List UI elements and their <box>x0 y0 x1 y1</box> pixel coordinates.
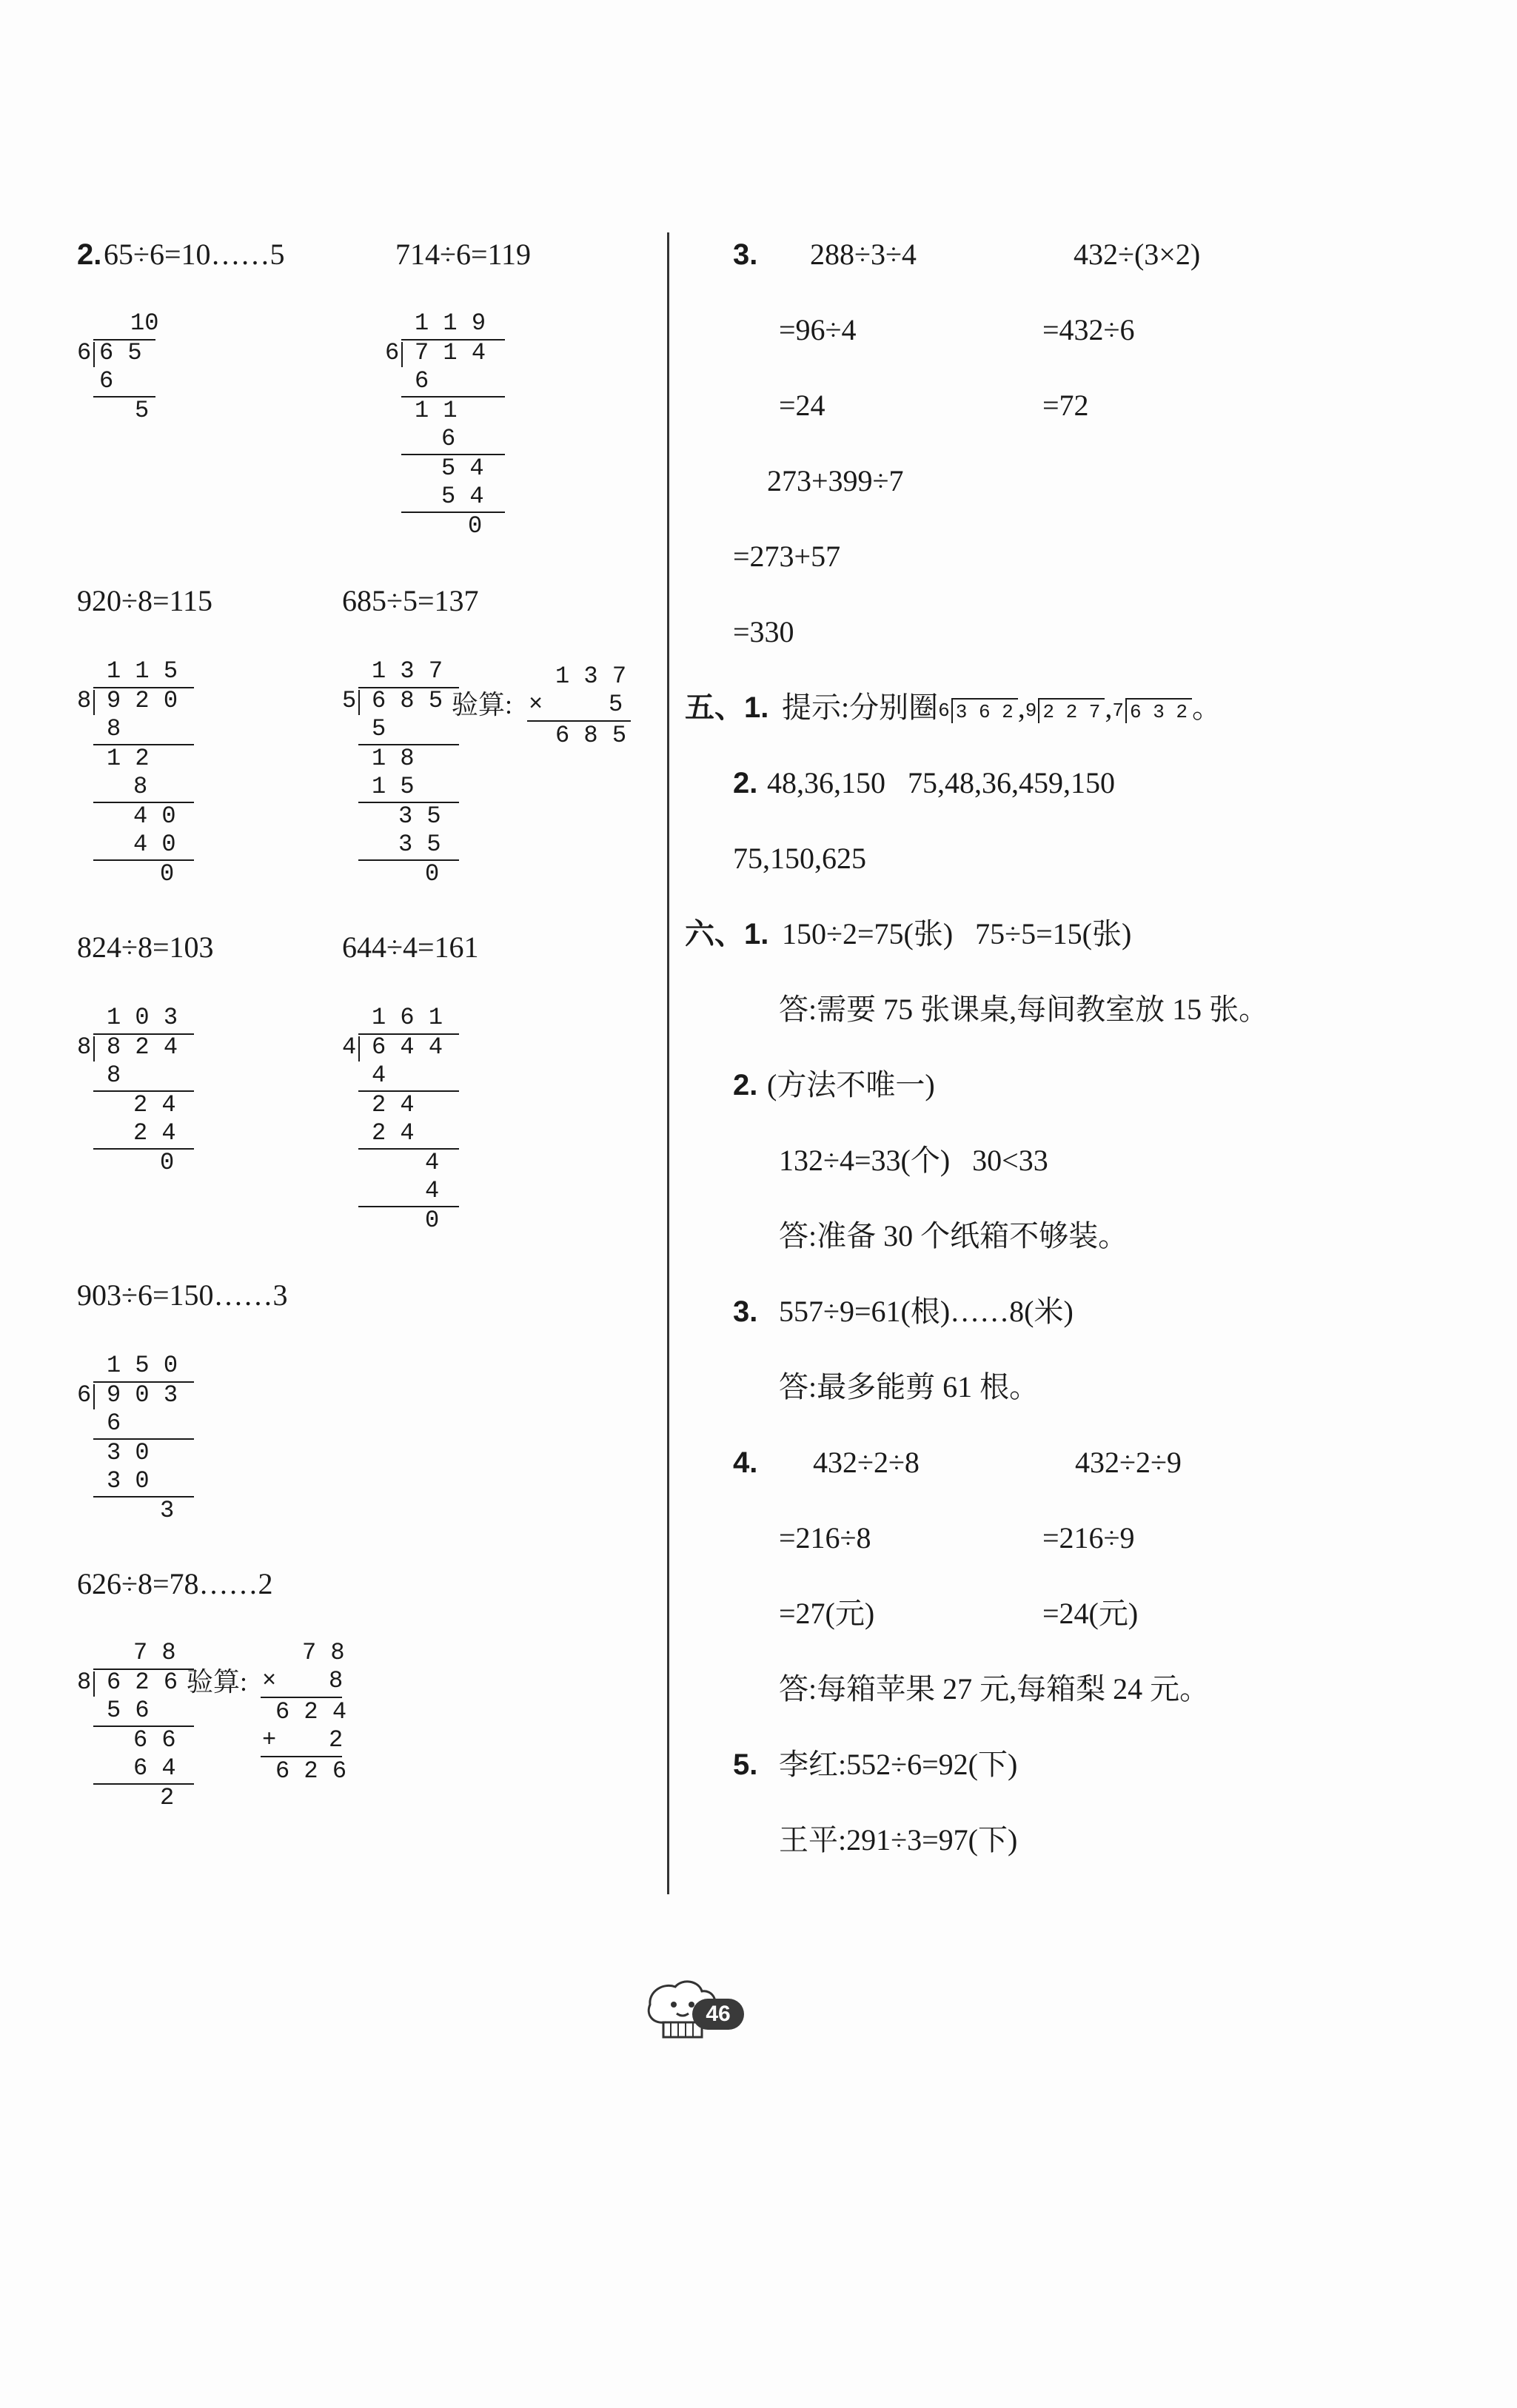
section-6-4-expr-a: 432÷2÷8 <box>813 1446 920 1479</box>
step-line <box>358 1148 459 1150</box>
step: 3 0 <box>107 1439 150 1466</box>
product: 6 8 5 <box>555 722 627 749</box>
section-5-label: 五、1. <box>685 691 769 724</box>
q3-step-a: =96÷4 <box>779 313 857 346</box>
divisor: 7 <box>1112 699 1124 722</box>
q3-expr-b: 432÷(3×2) <box>1074 238 1201 271</box>
quotient: 1 1 5 <box>107 657 178 685</box>
dividend: 6 8 5 <box>372 687 443 714</box>
remainder: 0 <box>160 860 175 888</box>
factor: 5 <box>609 691 623 718</box>
q3-step-b: =432÷6 <box>1042 313 1135 346</box>
step: 4 <box>425 1149 440 1176</box>
product: 6 2 4 <box>275 1698 347 1725</box>
q3-expr-c: 273+399÷7 <box>767 464 904 497</box>
divisor: 6 <box>385 339 400 366</box>
step-line <box>93 1783 194 1785</box>
division-bracket <box>358 1036 360 1062</box>
division-bracket <box>93 1036 95 1062</box>
division-bracket <box>93 1671 95 1697</box>
quotient: 1 0 3 <box>107 1004 178 1031</box>
section-6-1-equation: 150÷2=75(张) 75÷5=15(张) <box>782 917 1132 950</box>
divisor: 6 <box>77 1381 92 1409</box>
quotient: 1 5 0 <box>107 1352 178 1379</box>
step: 6 <box>107 1409 121 1437</box>
step: 1 1 <box>415 397 458 424</box>
dividend: 6 4 4 <box>372 1033 443 1061</box>
step: 1 5 <box>372 773 415 800</box>
division-bracket <box>93 342 95 367</box>
section-6-4-result-b: =24(元) <box>1042 1597 1139 1630</box>
step: 6 <box>99 367 114 395</box>
section-6-5-li-hong: 李红:552÷6=92(下) <box>779 1748 1018 1781</box>
remainder: 0 <box>425 1207 440 1234</box>
step-line <box>93 859 194 861</box>
remainder: 3 <box>160 1497 175 1524</box>
section-6-3-answer: 答:最多能剪 61 根。 <box>779 1370 1039 1403</box>
comma: , <box>1017 691 1025 724</box>
comma: , <box>1105 691 1113 724</box>
divisor: 6 <box>938 699 950 722</box>
quotient: 1 3 7 <box>372 657 443 685</box>
remainder: 0 <box>468 512 483 540</box>
remainder: 0 <box>160 1149 175 1176</box>
page-number: 46 <box>692 1999 744 2030</box>
section-5-2-line2: 75,150,625 <box>733 842 866 875</box>
section-6-5-label: 5. <box>733 1748 758 1781</box>
step: 2 4 <box>372 1119 415 1147</box>
division-bracket <box>358 690 360 715</box>
q3-result-b: =72 <box>1042 389 1089 422</box>
section-5-2-line1: 48,36,150 75,48,36,459,150 <box>767 766 1115 799</box>
step: 3 5 <box>398 802 441 830</box>
dividend: 9 2 0 <box>107 687 178 714</box>
divisor: 8 <box>77 1033 92 1061</box>
section-6-4-label: 4. <box>733 1446 758 1479</box>
step: 3 5 <box>398 831 441 858</box>
divisor: 8 <box>77 1669 92 1696</box>
step: 6 <box>415 367 429 395</box>
quotient: 1 1 9 <box>415 309 486 337</box>
quotient: 10 <box>130 309 159 337</box>
step-line <box>93 1496 194 1498</box>
step-line <box>358 1206 459 1207</box>
section-6-4-result-a: =27(元) <box>779 1597 875 1630</box>
equation-644: 644÷4=161 <box>342 930 479 964</box>
dividend: 9 0 3 <box>107 1381 178 1409</box>
period: 。 <box>1192 691 1222 724</box>
step: 2 4 <box>372 1091 415 1119</box>
division-bracket <box>93 690 95 715</box>
step: 1 8 <box>372 745 415 772</box>
q3-step-c: =273+57 <box>733 540 841 573</box>
equation-685: 685÷5=137 <box>342 584 479 617</box>
divisor: 5 <box>342 687 357 714</box>
step: 5 4 <box>441 455 484 482</box>
remainder: 5 <box>135 397 150 424</box>
dividend: 3 6 2 <box>951 698 1018 723</box>
section-6-2-answer: 答:准备 30 个纸箱不够装。 <box>779 1219 1128 1252</box>
section-6-2-label: 2. <box>733 1069 758 1101</box>
step-line <box>358 859 459 861</box>
q3-result-a: =24 <box>779 389 826 422</box>
step: 3 0 <box>107 1467 150 1495</box>
divisor: 4 <box>342 1033 357 1061</box>
section-6-3-label: 3. <box>733 1295 758 1328</box>
step: 5 <box>372 715 386 742</box>
equation-65: 65÷6=10……5 <box>104 238 285 271</box>
dividend: 6 2 6 <box>107 1669 178 1696</box>
section-6-2-equation: 132÷4=33(个) 30<33 <box>779 1144 1048 1177</box>
section-6-4-step-b: =216÷9 <box>1042 1521 1135 1555</box>
quotient: 7 8 <box>133 1639 176 1666</box>
section-6-2-note: (方法不唯一) <box>767 1068 935 1101</box>
factor: 8 <box>329 1667 344 1694</box>
factor: 7 8 <box>302 1639 345 1666</box>
times-sign: × <box>262 1667 277 1694</box>
remainder: 2 <box>160 1784 175 1811</box>
step: 2 4 <box>133 1119 176 1147</box>
division-bracket <box>93 1384 95 1409</box>
section-6-4-step-a: =216÷8 <box>779 1521 871 1555</box>
section-6-4-expr-b: 432÷2÷9 <box>1075 1446 1182 1479</box>
step: 6 6 <box>133 1726 176 1754</box>
section-6-1-answer: 答:需要 75 张课桌,每间教室放 15 张。 <box>779 993 1269 1026</box>
step: 5 4 <box>441 483 484 510</box>
section-6-4-answer: 答:每箱苹果 27 元,每箱梨 24 元。 <box>779 1672 1210 1706</box>
divisor: 6 <box>77 339 92 366</box>
division-bracket <box>401 342 403 367</box>
check-label: 验算: <box>452 690 513 720</box>
times-sign: × <box>529 691 543 718</box>
plus-sign: + <box>262 1726 277 1754</box>
step: 8 <box>107 1062 121 1089</box>
dividend: 7 1 4 <box>415 339 486 366</box>
step: 8 <box>133 773 148 800</box>
equation-824: 824÷8=103 <box>77 930 214 964</box>
step: 2 4 <box>133 1091 176 1119</box>
hint-text: 提示:分别圈 <box>782 691 939 724</box>
remainder: 0 <box>425 860 440 888</box>
dividend: 2 2 7 <box>1038 698 1105 723</box>
divisor: 9 <box>1025 699 1037 722</box>
check-label: 验算: <box>187 1667 248 1697</box>
dividend: 6 5 <box>99 339 142 366</box>
equation-714: 714÷6=119 <box>395 238 532 271</box>
section-6-5-wang-ping: 王平:291÷3=97(下) <box>779 1823 1018 1857</box>
dividend: 8 2 4 <box>107 1033 178 1061</box>
equation-903: 903÷6=150……3 <box>77 1278 288 1312</box>
divisor: 8 <box>77 687 92 714</box>
q3-expr-a: 288÷3÷4 <box>810 238 917 271</box>
section-6-3-equation: 557÷9=61(根)……8(米) <box>779 1295 1074 1328</box>
step: 1 2 <box>107 745 150 772</box>
factor: 1 3 7 <box>555 663 627 690</box>
step: 8 <box>107 715 121 742</box>
step: 4 <box>372 1062 386 1089</box>
dividend: 6 3 2 <box>1125 698 1192 723</box>
step: 5 6 <box>107 1697 150 1724</box>
equation-920: 920÷8=115 <box>77 584 213 617</box>
question-3-label: 3. <box>733 238 758 271</box>
q3-result-c: =330 <box>733 615 794 648</box>
step: 4 0 <box>133 831 176 858</box>
column-divider <box>667 232 669 1894</box>
step: 6 <box>441 425 456 452</box>
step-line <box>401 512 505 513</box>
quotient: 1 6 1 <box>372 1004 443 1031</box>
question-2-label: 2. <box>77 238 102 271</box>
section-5-2-label: 2. <box>733 767 758 799</box>
step: 4 <box>425 1177 440 1204</box>
section-5-hint <box>782 691 1222 727</box>
remainder: 2 <box>329 1726 344 1754</box>
equation-626: 626÷8=78……2 <box>77 1567 273 1600</box>
section-6-label: 六、1. <box>685 918 769 950</box>
sum: 6 2 6 <box>275 1757 347 1785</box>
step: 6 4 <box>133 1754 176 1782</box>
step: 4 0 <box>133 802 176 830</box>
step-line <box>93 1148 194 1150</box>
